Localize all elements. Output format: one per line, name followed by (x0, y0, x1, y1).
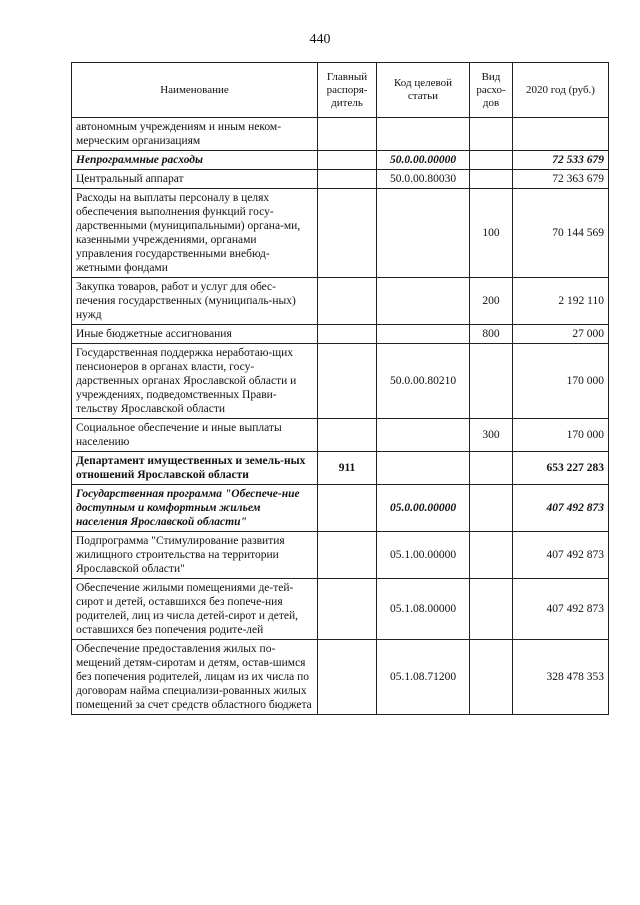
table-row (72, 452, 609, 485)
row-admin (318, 579, 377, 640)
table-row (72, 170, 609, 189)
row-admin (318, 344, 377, 419)
row-name: Подпрограмма "Стимулирование развития жилищного строительства на территории Ярославской области" (72, 532, 318, 579)
row-amount (513, 118, 609, 151)
row-name: Обеспечение предоставления жилых по-мещений детям-сиротам и детям, остав-шимся без попечения родителей, лицам из их числа по договорам найма специализи-рованных жилых помещений за счет средств областного бюджета (72, 640, 318, 715)
row-amount: 653 227 283 (513, 452, 609, 485)
row-type (470, 532, 513, 579)
row-admin (318, 151, 377, 170)
header-amount: 2020 год (руб.) (513, 63, 609, 118)
row-name: Государственная программа "Обеспече-ние доступным и комфортным жильем населения Ярославской области" (72, 485, 318, 532)
row-type (470, 151, 513, 170)
row-name: Закупка товаров, работ и услуг для обес-печения государственных (муниципаль-ных) нужд (72, 278, 318, 325)
row-code (377, 278, 470, 325)
row-type (470, 452, 513, 485)
row-amount: 407 492 873 (513, 579, 609, 640)
row-admin (318, 118, 377, 151)
table-row (72, 485, 609, 532)
row-name: автономным учреждениям и иным неком-мерческим организациям (72, 118, 318, 151)
table-row (72, 325, 609, 344)
row-name: Государственная поддержка неработаю-щих пенсионеров в органах власти, госу-дарственных органах Ярославской области и учреждениях, подведомственных Прави-тельству Ярославской области (72, 344, 318, 419)
row-amount: 170 000 (513, 419, 609, 452)
row-admin (318, 640, 377, 715)
row-amount: 170 000 (513, 344, 609, 419)
row-type: 300 (470, 419, 513, 452)
header-code: Код целевой статьи (377, 63, 470, 118)
row-amount: 407 492 873 (513, 532, 609, 579)
budget-table (71, 62, 609, 715)
row-admin (318, 325, 377, 344)
row-code: 05.1.00.00000 (377, 532, 470, 579)
row-type (470, 640, 513, 715)
table-row (72, 532, 609, 579)
row-name: Департамент имущественных и земель-ных отношений Ярославской области (72, 452, 318, 485)
row-name: Непрограммные расходы (72, 151, 318, 170)
row-type (470, 344, 513, 419)
row-admin (318, 170, 377, 189)
row-amount: 328 478 353 (513, 640, 609, 715)
row-amount: 407 492 873 (513, 485, 609, 532)
row-code: 05.1.08.00000 (377, 579, 470, 640)
row-name: Расходы на выплаты персоналу в целях обеспечения выполнения функций госу-дарственными (муниципальными) органа-ми, казенными учреждениями, органами управления государственными внебюд-жетными фондами (72, 189, 318, 278)
row-name: Иные бюджетные ассигнования (72, 325, 318, 344)
header-admin: Главный распоря-дитель (318, 63, 377, 118)
table-row (72, 419, 609, 452)
table-header-row (72, 63, 609, 118)
row-type: 200 (470, 278, 513, 325)
row-name: Центральный аппарат (72, 170, 318, 189)
row-type: 100 (470, 189, 513, 278)
table-row (72, 151, 609, 170)
table-row (72, 189, 609, 278)
row-code (377, 452, 470, 485)
row-admin (318, 485, 377, 532)
table-row (72, 579, 609, 640)
row-amount: 72 533 679 (513, 151, 609, 170)
row-code (377, 189, 470, 278)
row-name: Социальное обеспечение и иные выплаты населению (72, 419, 318, 452)
row-admin (318, 278, 377, 325)
row-type (470, 118, 513, 151)
header-name: Наименование (72, 63, 318, 118)
row-name: Обеспечение жилыми помещениями де-тей-сирот и детей, оставшихся без попече-ния родителей, лиц из числа детей-сирот и детей, оставшихся без попечения родите-лей (72, 579, 318, 640)
row-amount: 2 192 110 (513, 278, 609, 325)
table-row (72, 344, 609, 419)
row-code: 05.0.00.00000 (377, 485, 470, 532)
row-code: 05.1.08.71200 (377, 640, 470, 715)
row-code (377, 118, 470, 151)
page-number: 440 (309, 32, 331, 47)
row-code (377, 325, 470, 344)
row-amount: 72 363 679 (513, 170, 609, 189)
row-admin (318, 419, 377, 452)
row-type (470, 170, 513, 189)
row-code: 50.0.00.00000 (377, 151, 470, 170)
table-row (72, 640, 609, 715)
row-code: 50.0.00.80210 (377, 344, 470, 419)
row-admin: 911 (318, 452, 377, 485)
row-code: 50.0.00.80030 (377, 170, 470, 189)
row-amount: 70 144 569 (513, 189, 609, 278)
row-type (470, 579, 513, 640)
row-code (377, 419, 470, 452)
row-type (470, 485, 513, 532)
row-admin (318, 532, 377, 579)
row-admin (318, 189, 377, 278)
header-type: Вид расхо-дов (470, 63, 513, 118)
row-type: 800 (470, 325, 513, 344)
table-row (72, 118, 609, 151)
table-row (72, 278, 609, 325)
row-amount: 27 000 (513, 325, 609, 344)
